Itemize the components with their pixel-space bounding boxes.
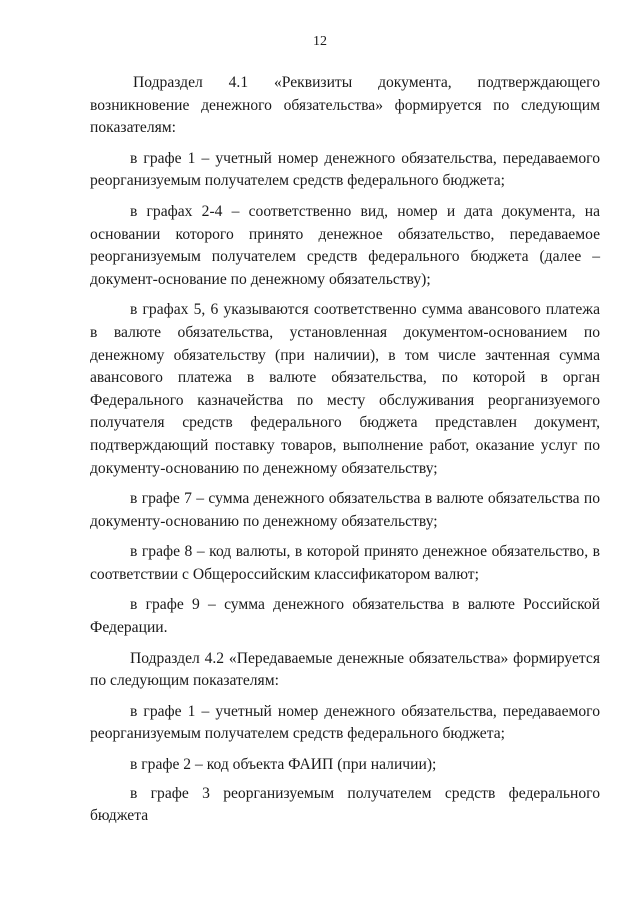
paragraph-column-7: в графе 7 – сумма денежного обязательства в валюте обязательства по документу-основанию по денежному обязательству; bbox=[90, 490, 600, 530]
paragraph-column-9: в графе 9 – сумма денежного обязательства в валюте Российской Федерации. bbox=[90, 596, 600, 637]
document-body bbox=[90, 72, 600, 834]
paragraph-subsection-4-1-intro: Подраздел 4.1 «Реквизиты документа, подтверждающего возникновение денежного обязательства» формируется по следующим показателям: bbox=[90, 74, 600, 137]
paragraph-4-2-column-1: в графе 1 – учетный номер денежного обязательства, передаваемого реорганизуемым получателем средств федерального бюджета; bbox=[90, 702, 600, 743]
paragraph-subsection-4-2-intro: Подраздел 4.2 «Передаваемые денежные обязательства» формируется по следующим показателям: bbox=[90, 649, 600, 690]
paragraph-columns-2-4: в графах 2-4 – соответственно вид, номер и дата документа, на основании которого принято денежное обязательство, передаваемое реорганизуемым получателем средств федерального бюджета (далее – документ-основание по денежному обязательству); bbox=[90, 202, 600, 288]
paragraph-4-2-column-3: в графе 3 реорганизуемым получателем средств федерального бюджета bbox=[90, 784, 600, 825]
paragraph-4-2-column-2: в графе 2 – код объекта ФАИП (при наличии); bbox=[130, 756, 437, 774]
paragraph-column-8: в графе 8 – код валюты, в которой принято денежное обязательство, в соответствии с Общероссийским классификатором валют; bbox=[90, 543, 600, 583]
paragraph-columns-5-6: в графах 5, 6 указываются соответственно сумма авансового платежа в валюте обязательства, установленная документом-основанием по денежному обязательству (при наличии), в том числе зачтенная сумма авансового платежа в валюте обязательства, по которой в орган Федерального казначейства по месту обслуживания реорганизуемого получателя средств федерального бюджета представлен документ, подтверждающий поставку товаров, выполнение работ, оказание услуг по документу-основанию по денежному обязательству; bbox=[90, 301, 600, 477]
paragraph-column-1: в графе 1 – учетный номер денежного обязательства, передаваемого реорганизуемым получателем средств федерального бюджета; bbox=[90, 149, 600, 190]
page-number: 12 bbox=[313, 34, 327, 49]
